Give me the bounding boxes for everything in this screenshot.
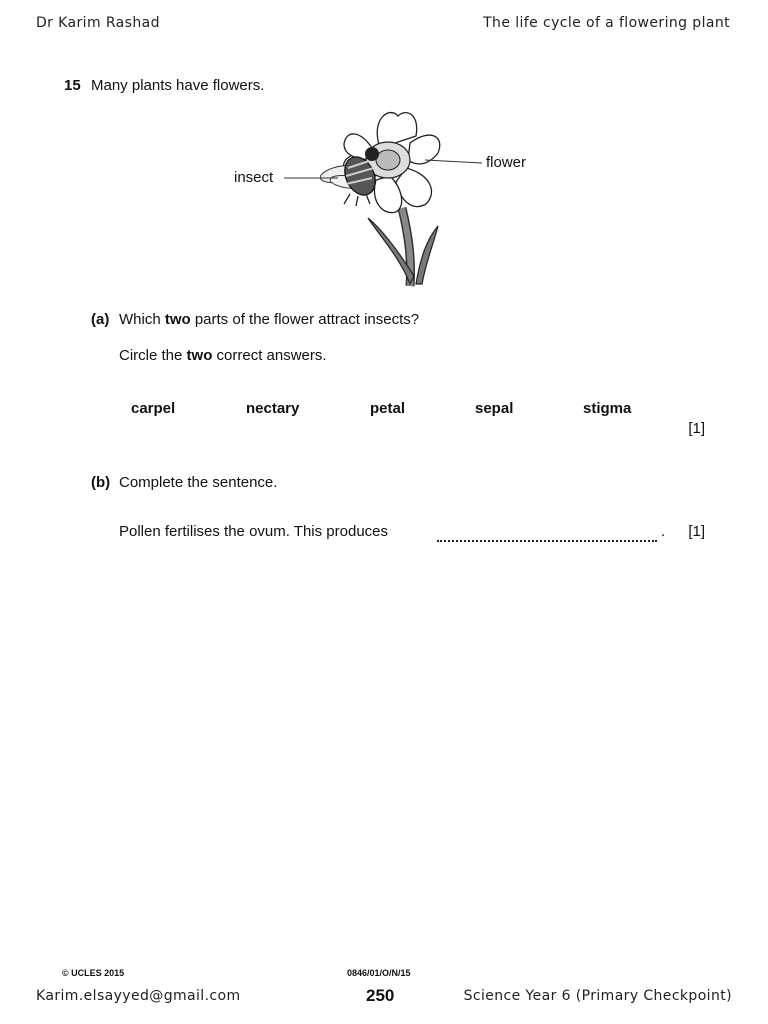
page-number: 250 [366, 986, 395, 1005]
header-author: Dr Karim Rashad [36, 15, 160, 31]
footer-paper-code: 0846/01/O/N/15 [347, 968, 411, 978]
header-topic: The life cycle of a flowering plant [483, 15, 730, 31]
part-a-instruction-bold: two [186, 347, 213, 364]
sentence-end-dot: . [661, 523, 666, 540]
part-a-marks: [1] [688, 420, 705, 437]
answer-blank-line[interactable] [437, 540, 657, 542]
part-b-question: Complete the sentence. [119, 474, 278, 491]
part-b-sentence: Pollen fertilises the ovum. This produces [119, 523, 389, 540]
answer-option-nectary[interactable]: nectary [246, 400, 300, 417]
flower-insect-figure [220, 108, 550, 288]
footer-copyright: © UCLES 2015 [62, 968, 125, 978]
answer-option-sepal[interactable]: sepal [475, 400, 514, 417]
part-b-label: (b) [91, 474, 111, 491]
part-a-instruction [119, 347, 327, 364]
part-b-marks: [1] [688, 523, 705, 540]
insect-label: insect [234, 169, 274, 186]
question-number: 15 [64, 77, 81, 94]
part-a-question-post: parts of the flower attract insects? [190, 311, 420, 328]
flower-label: flower [486, 154, 527, 171]
part-a-instruction-pre: Circle the [119, 347, 187, 364]
part-a-label: (a) [91, 311, 110, 328]
question-stem: Many plants have flowers. [91, 77, 265, 94]
footer-email: Karim.elsayyed@gmail.com [36, 988, 241, 1004]
answer-option-carpel[interactable]: carpel [131, 400, 176, 417]
answer-option-petal[interactable]: petal [370, 400, 406, 417]
part-a-question-bold: two [164, 311, 191, 328]
part-a-instruction-post: correct answers. [212, 347, 327, 364]
part-a-question-pre: Which [119, 311, 165, 328]
part-a-question [119, 311, 419, 328]
answer-option-stigma[interactable]: stigma [583, 400, 632, 417]
footer-course: Science Year 6 (Primary Checkpoint) [463, 988, 732, 1004]
